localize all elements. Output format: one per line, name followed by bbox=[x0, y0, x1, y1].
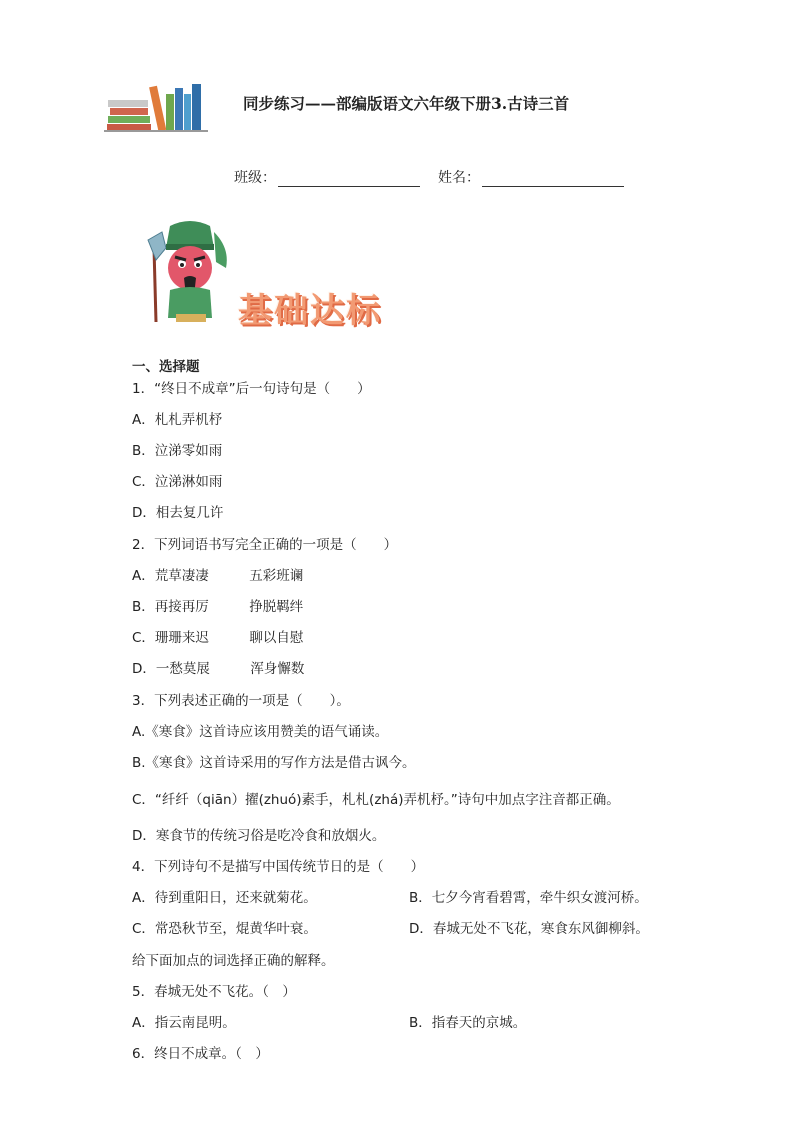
q2-option-d[interactable]: D．一愁莫展 浑身懈数 bbox=[132, 661, 305, 677]
class-label: 班级： bbox=[234, 170, 276, 186]
q1-option-b[interactable]: B．泣涕零如雨 bbox=[132, 443, 223, 459]
q4-option-d[interactable]: D．春城无处不飞花，寒食东风御柳斜。 bbox=[409, 921, 649, 937]
q3-option-c[interactable]: C．“纤纤（qiān）擢(zhuó)素手，札札(zhá)弄机杼。”诗句中加点字注音都正确。 bbox=[132, 792, 620, 808]
question-1: 1．“终日不成章”后一句诗句是（ ） bbox=[132, 381, 371, 397]
q3-option-d[interactable]: D．寒食节的传统习俗是吃冷食和放烟火。 bbox=[132, 828, 386, 844]
guan-yu-mascot-icon bbox=[140, 218, 240, 324]
q4-option-b[interactable]: B．七夕今宵看碧霄，牵牛织女渡河桥。 bbox=[409, 890, 648, 906]
instruction-text: 给下面加点的词选择正确的解释。 bbox=[132, 953, 335, 969]
q5-option-a[interactable]: A．指云南昆明。 bbox=[132, 1015, 236, 1031]
q4-option-a[interactable]: A．待到重阳日，还来就菊花。 bbox=[132, 890, 317, 906]
name-field bbox=[438, 167, 624, 187]
q1-option-a[interactable]: A．札札弄机杼 bbox=[132, 412, 223, 428]
question-3: 3．下列表述正确的一项是（ ）。 bbox=[132, 693, 350, 709]
q2-option-c[interactable]: C．珊珊来迟 聊以自慰 bbox=[132, 630, 304, 646]
question-4: 4．下列诗句不是描写中国传统节日的是（ ） bbox=[132, 859, 425, 875]
name-blank[interactable] bbox=[482, 172, 624, 187]
page-title: 同步练习——部编版语文六年级下册3.古诗三首 bbox=[243, 94, 570, 113]
name-label: 姓名： bbox=[438, 170, 480, 186]
q2-option-b[interactable]: B．再接再厉 挣脱羁绊 bbox=[132, 599, 304, 615]
class-field bbox=[234, 167, 420, 187]
class-blank[interactable] bbox=[278, 172, 420, 187]
q3-option-a[interactable]: A.《寒食》这首诗应该用赞美的语气诵读。 bbox=[132, 724, 389, 740]
question-2: 2．下列词语书写完全正确的一项是（ ） bbox=[132, 537, 398, 553]
question-6: 6．终日不成章。（ ） bbox=[132, 1046, 269, 1062]
q1-option-d[interactable]: D．相去复几许 bbox=[132, 505, 224, 521]
q1-option-c[interactable]: C．泣涕淋如雨 bbox=[132, 474, 223, 490]
q2-option-a[interactable]: A．荒草凄凄 五彩班谰 bbox=[132, 568, 304, 584]
question-5: 5．春城无处不飞花。（ ） bbox=[132, 984, 296, 1000]
books-icon bbox=[104, 80, 208, 132]
q5-option-b[interactable]: B．指春天的京城。 bbox=[409, 1015, 527, 1031]
q3-option-b[interactable]: B.《寒食》这首诗采用的写作方法是借古讽今。 bbox=[132, 755, 416, 771]
section-banner: 基础达标 bbox=[238, 291, 382, 331]
section-heading: 一、选择题 bbox=[132, 359, 200, 375]
q4-option-c[interactable]: C．常恐秋节至，焜黄华叶衰。 bbox=[132, 921, 317, 937]
